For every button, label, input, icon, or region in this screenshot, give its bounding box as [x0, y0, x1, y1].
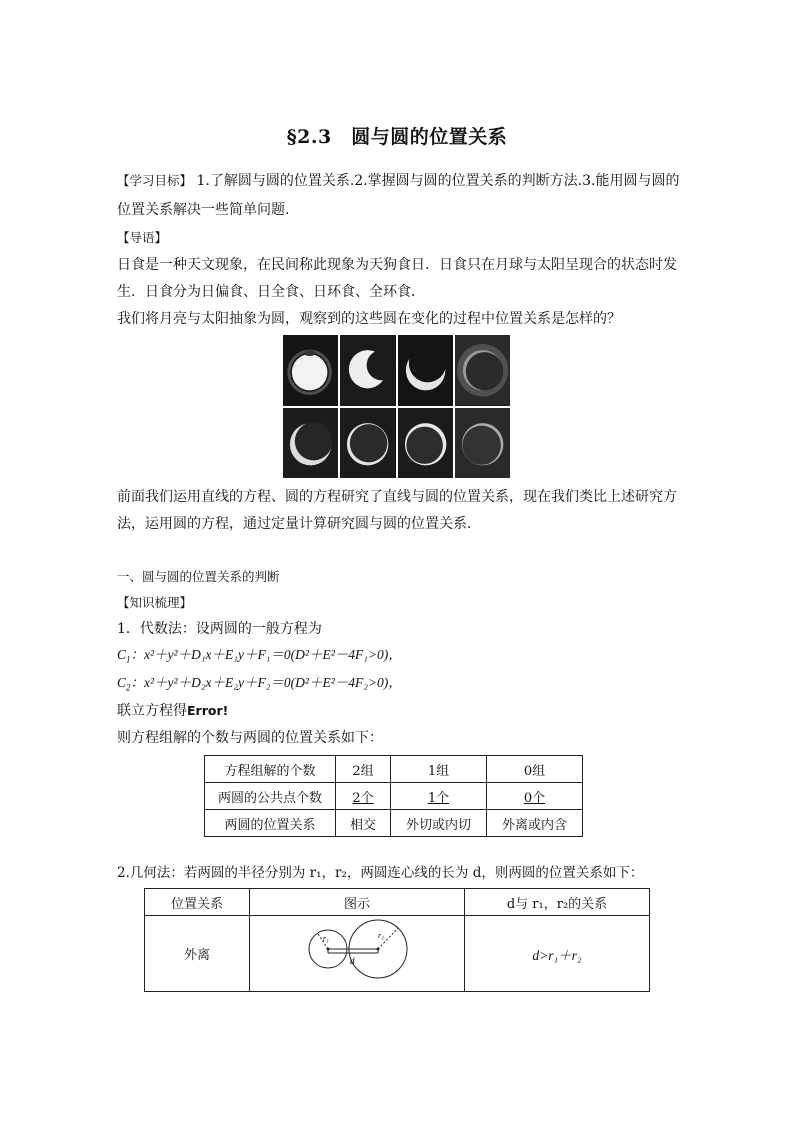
- table-cell: 1个: [391, 783, 487, 810]
- table-cell: 两圆的公共点个数: [205, 783, 336, 810]
- table-header-cell: 图示: [250, 889, 465, 916]
- intro-question: 我们将月亮与太阳抽象为圆，观察到的这些圆在变化的过程中位置关系是怎样的？: [117, 311, 621, 327]
- relation-cell: 外离: [145, 916, 250, 992]
- condition-cell: d>r₁＋r₂: [465, 916, 650, 992]
- c1-name: C: [117, 647, 127, 662]
- objectives-text-1: 1.了解圆与圆的位置关系.2.掌握圆与圆的位置关系的判断方法.3.能用圆与圆的: [196, 173, 680, 189]
- table-header-cell: d与 r₁，r₂的关系: [465, 889, 650, 916]
- label-d: d: [350, 956, 355, 966]
- table-cell: 外离或内含: [487, 810, 583, 837]
- eclipse-photo-6: [340, 408, 395, 479]
- table-cell: 2个: [336, 783, 391, 810]
- table-header-cell: 位置关系: [145, 889, 250, 916]
- table-cell: 2组: [336, 756, 391, 783]
- label-r2: r₂: [378, 931, 384, 940]
- page-title: §2.3 圆与圆的位置关系: [286, 126, 508, 148]
- separated-circles-figure: [250, 916, 464, 987]
- table-cell: 1组: [391, 756, 487, 783]
- table-row: [205, 810, 583, 837]
- table-cell: 0个: [487, 783, 583, 810]
- table1-intro-line: 则方程组解的个数与两圆的位置关系如下：: [117, 730, 383, 746]
- figure-cell: [250, 916, 465, 992]
- combine-error: Error!: [187, 703, 229, 718]
- eclipse-photo-7: [398, 408, 453, 479]
- circle-c1-equation: [117, 646, 687, 664]
- geometry-method-line: 2.几何法：若两圆的半径分别为 r₁，r₂，两圆连心线的长为 d，则两圆的位置关系如下：: [117, 865, 644, 881]
- eclipse-photo-4: [455, 335, 510, 406]
- eclipse-photo-8: [455, 408, 510, 479]
- intro-transition-line-1: 前面我们运用直线的方程、圆的方程研究了直线与圆的位置关系，现在我们类比上述研究方: [117, 489, 677, 505]
- objectives-label: 【学习目标】: [117, 173, 193, 188]
- eclipse-photo-grid: [283, 335, 510, 478]
- geometry-relation-table: [144, 888, 650, 992]
- intro-label: 【导语】: [117, 230, 168, 245]
- intro-transition-line-2: 法，运用圆的方程，通过定量计算研究圆与圆的位置关系．: [117, 516, 481, 532]
- eclipse-photo-5: [283, 408, 338, 479]
- section1-heading: 一、圆与圆的位置关系的判断: [117, 569, 280, 584]
- combine-text: 联立方程得: [117, 703, 187, 719]
- c1-sub: 1: [126, 654, 131, 665]
- circle-c2-equation: [117, 674, 687, 692]
- c2-equation-tail: ：x²＋y²＋D₂x＋E₂y＋F₂＝0(D²＋E²－4F₂>0)，: [130, 675, 402, 690]
- c2-name: C: [117, 675, 127, 690]
- table-row: [205, 783, 583, 810]
- algebra-method-line: 1．代数法：设两圆的一般方程为: [117, 621, 322, 637]
- table-cell: 0组: [487, 756, 583, 783]
- table-cell: 方程组解的个数: [205, 756, 336, 783]
- intro-paragraph-line-1: 日食是一种天文现象，在民间称此现象为天狗食日．日食只在月球与太阳呈现合的状态时发: [117, 257, 677, 273]
- solution-count-table: [204, 755, 583, 837]
- eclipse-photo-1: [283, 335, 338, 406]
- eclipse-photo-3: [398, 335, 453, 406]
- objectives-line-2: 位置关系解决一些简单问题.: [117, 202, 290, 218]
- intro-paragraph-line-2: 生．日食分为日偏食、日全食、日环食、全环食．: [117, 284, 425, 300]
- combine-line: [117, 702, 687, 720]
- c2-sub: 2: [126, 682, 131, 693]
- eclipse-photo-2: [340, 335, 395, 406]
- table-row: [145, 916, 650, 992]
- table-row: [145, 889, 650, 916]
- objectives-line-1: [117, 172, 687, 190]
- table-cell: 相交: [336, 810, 391, 837]
- knowledge-label: 【知识梳理】: [117, 595, 193, 610]
- c1-equation-tail: ：x²＋y²＋D₁x＋E₁y＋F₁＝0(D²＋E²－4F₁>0)，: [130, 647, 402, 662]
- table-row: [205, 756, 583, 783]
- label-r1: r₁: [323, 934, 329, 943]
- table-cell: 外切或内切: [391, 810, 487, 837]
- table-cell: 两圆的位置关系: [205, 810, 336, 837]
